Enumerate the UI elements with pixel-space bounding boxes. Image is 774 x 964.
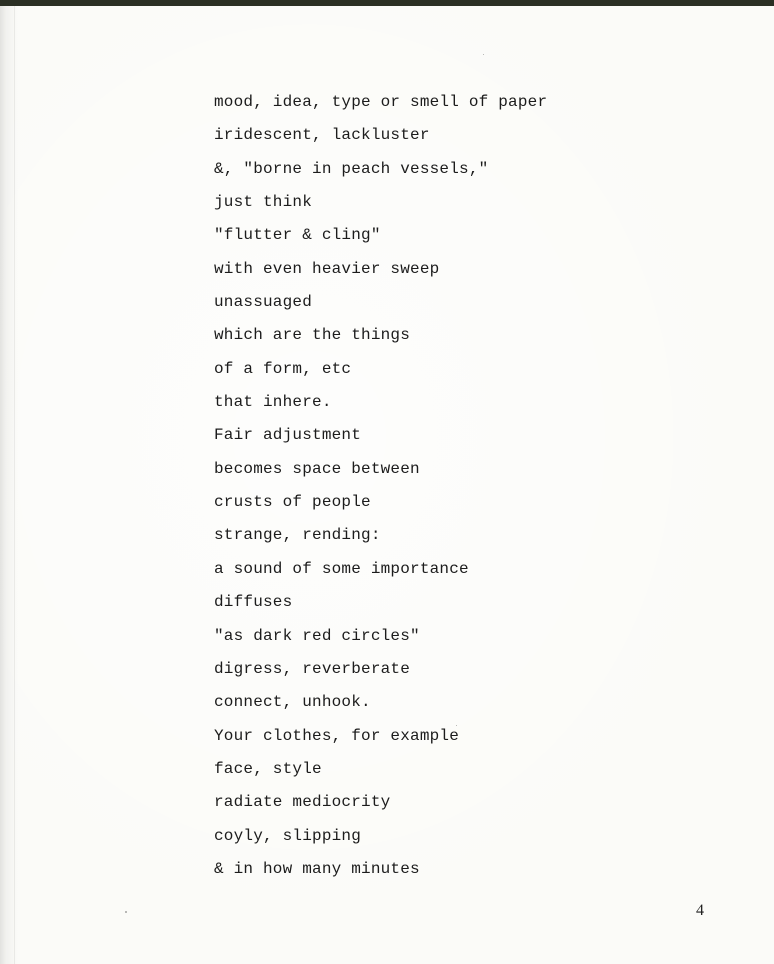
- poem-line: radiate mediocrity: [214, 793, 391, 812]
- poem-line: a sound of some importance: [214, 559, 469, 578]
- poem-line: "as dark red circles": [214, 626, 420, 645]
- poem-line: which are the things: [214, 326, 411, 345]
- paper-page: [0, 6, 774, 964]
- poem-line: & in how many minutes: [214, 859, 420, 878]
- poem-line: coyly, slipping: [214, 826, 362, 845]
- paper-speck: [456, 725, 457, 726]
- poem-line: digress, reverberate: [214, 659, 411, 678]
- poem-line: "flutter & cling": [214, 226, 381, 245]
- poem-text: [214, 86, 547, 886]
- poem-line: becomes space between: [214, 459, 420, 478]
- poem-line: with even heavier sweep: [214, 259, 440, 278]
- poem-line: strange, rending:: [214, 526, 381, 545]
- poem-line: mood, idea, type or smell of paper: [214, 93, 548, 111]
- poem-line: connect, unhook.: [214, 693, 371, 712]
- poem-line: crusts of people: [214, 493, 371, 512]
- poem-line: unassuaged: [214, 293, 313, 312]
- poem-line: &, "borne in peach vessels,": [214, 159, 489, 178]
- poem-line: Your clothes, for example: [214, 726, 460, 745]
- poem-line: that inhere.: [214, 393, 332, 412]
- poem-line: of a form, etc: [214, 359, 352, 378]
- page-spine-shadow: [14, 6, 15, 964]
- paper-speck: [125, 911, 127, 913]
- poem-line: iridescent, lackluster: [214, 126, 430, 145]
- paper-speck: [483, 54, 484, 55]
- poem-line: Fair adjustment: [214, 426, 362, 445]
- poem-line: diffuses: [214, 593, 293, 612]
- poem-line: just think: [214, 193, 313, 212]
- page-number: 4: [696, 902, 704, 919]
- poem-line: face, style: [214, 759, 322, 778]
